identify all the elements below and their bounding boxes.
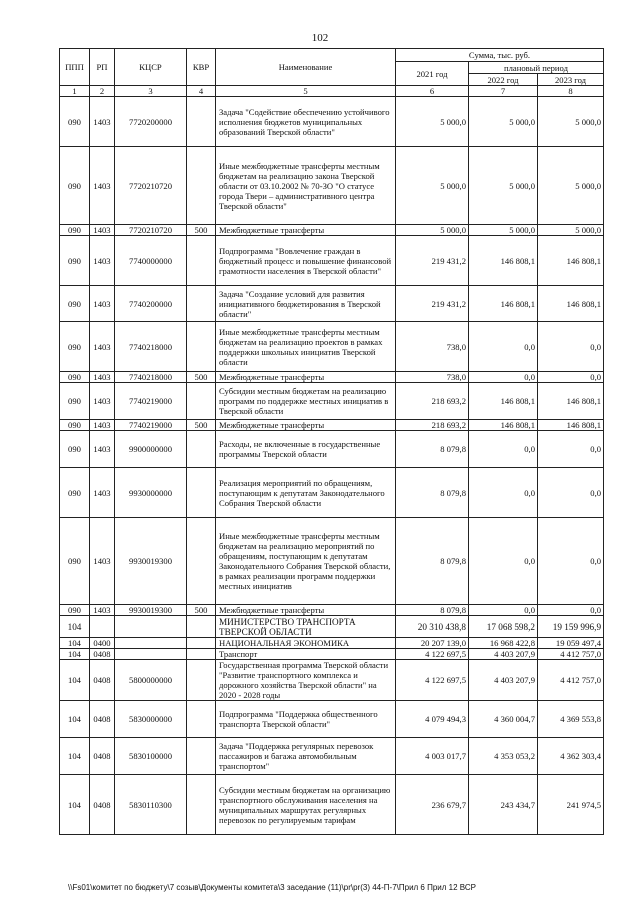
header-kvr: КВР xyxy=(187,49,216,86)
cell-2021: 8 079,8 xyxy=(396,468,469,518)
cell-kcsr: 7740218000 xyxy=(115,372,187,383)
cell-kcsr: 7740200000 xyxy=(115,286,187,322)
table-row xyxy=(60,383,604,420)
cell-ppp: 090 xyxy=(60,97,90,147)
cell-2023: 146 808,1 xyxy=(538,286,604,322)
cell-2021: 5 000,0 xyxy=(396,97,469,147)
cell-rp: 1403 xyxy=(90,518,115,605)
table-row xyxy=(60,431,604,468)
cell-kvr: 500 xyxy=(187,420,216,431)
cell-kcsr: 5830100000 xyxy=(115,738,187,775)
cell-rp: 0400 xyxy=(90,638,115,649)
cell-kvr: 500 xyxy=(187,225,216,236)
table-row xyxy=(60,236,604,286)
cell-kcsr: 9930019300 xyxy=(115,605,187,616)
cell-kvr xyxy=(187,236,216,286)
cell-2021: 218 693,2 xyxy=(396,383,469,420)
cell-kvr xyxy=(187,649,216,660)
table-row xyxy=(60,616,604,638)
cell-2021: 5 000,0 xyxy=(396,147,469,225)
cell-kvr xyxy=(187,660,216,701)
column-number: 2 xyxy=(90,86,115,97)
cell-rp: 1403 xyxy=(90,147,115,225)
cell-name: Государственная программа Тверской области "Развитие транспортного комплекса и дорожного хозяйства Тверской области" на 2020 - 2028 годы xyxy=(216,660,396,701)
cell-ppp: 104 xyxy=(60,638,90,649)
cell-kvr xyxy=(187,518,216,605)
cell-2021: 8 079,8 xyxy=(396,518,469,605)
cell-ppp: 090 xyxy=(60,147,90,225)
header-rp: РП xyxy=(90,49,115,86)
cell-2023: 4 412 757,0 xyxy=(538,649,604,660)
cell-rp: 0408 xyxy=(90,738,115,775)
cell-kcsr: 7720200000 xyxy=(115,97,187,147)
cell-ppp: 090 xyxy=(60,372,90,383)
table-row xyxy=(60,518,604,605)
cell-2023: 5 000,0 xyxy=(538,97,604,147)
cell-kvr: 500 xyxy=(187,605,216,616)
cell-2023: 0,0 xyxy=(538,605,604,616)
cell-name: Межбюджетные трансферты xyxy=(216,372,396,383)
cell-kvr xyxy=(187,383,216,420)
table-row xyxy=(60,225,604,236)
cell-2022: 5 000,0 xyxy=(469,225,538,236)
table-row xyxy=(60,286,604,322)
footer-file-path: \\Fs01\комитет по бюджету\7 созыв\Документы комитета\3 заседание (11)\pr\pr(3) 44-П-7\Прил 6 Прил 12 ВСР xyxy=(68,883,476,892)
cell-2022: 4 403 207,9 xyxy=(469,660,538,701)
cell-2023: 5 000,0 xyxy=(538,147,604,225)
cell-name: НАЦИОНАЛЬНАЯ ЭКОНОМИКА xyxy=(216,638,396,649)
cell-2021: 8 079,8 xyxy=(396,431,469,468)
cell-2021: 4 079 494,3 xyxy=(396,701,469,738)
cell-kvr xyxy=(187,738,216,775)
cell-kvr: 500 xyxy=(187,372,216,383)
cell-2023: 146 808,1 xyxy=(538,383,604,420)
table-row xyxy=(60,738,604,775)
column-number-row xyxy=(60,86,604,97)
header-name: Наименование xyxy=(216,49,396,86)
cell-ppp: 104 xyxy=(60,649,90,660)
cell-kcsr: 7720210720 xyxy=(115,225,187,236)
cell-2022: 146 808,1 xyxy=(469,420,538,431)
column-number: 4 xyxy=(187,86,216,97)
cell-name: Межбюджетные трансферты xyxy=(216,420,396,431)
header-2022: 2022 год xyxy=(469,74,538,86)
cell-kvr xyxy=(187,775,216,835)
column-number: 5 xyxy=(216,86,396,97)
cell-kcsr: 7720210720 xyxy=(115,147,187,225)
cell-name: Задача "Создание условий для развития инициативного бюджетирования в Тверской области" xyxy=(216,286,396,322)
cell-kcsr: 5830000000 xyxy=(115,701,187,738)
cell-2021: 5 000,0 xyxy=(396,225,469,236)
cell-rp: 1403 xyxy=(90,97,115,147)
header-kcsr: КЦСР xyxy=(115,49,187,86)
cell-2021: 218 693,2 xyxy=(396,420,469,431)
table-row xyxy=(60,660,604,701)
table-row xyxy=(60,147,604,225)
cell-ppp: 090 xyxy=(60,225,90,236)
cell-ppp: 104 xyxy=(60,660,90,701)
cell-name: Задача "Содействие обеспечению устойчивого исполнения бюджетов муниципальных образований Тверской области" xyxy=(216,97,396,147)
cell-ppp: 090 xyxy=(60,468,90,518)
cell-2022: 0,0 xyxy=(469,372,538,383)
cell-rp: 0408 xyxy=(90,701,115,738)
cell-rp: 1403 xyxy=(90,322,115,372)
cell-rp: 1403 xyxy=(90,372,115,383)
column-number: 6 xyxy=(396,86,469,97)
cell-2022: 4 403 207,9 xyxy=(469,649,538,660)
cell-kvr xyxy=(187,431,216,468)
header-sum: Сумма, тыс. руб. xyxy=(396,49,604,62)
cell-name: Транспорт xyxy=(216,649,396,660)
cell-ppp: 090 xyxy=(60,383,90,420)
cell-name: Подпрограмма "Вовлечение граждан в бюджетный процесс и повышение финансовой грамотности населения в Тверской области" xyxy=(216,236,396,286)
cell-ppp: 104 xyxy=(60,775,90,835)
cell-name: МИНИСТЕРСТВО ТРАНСПОРТА ТВЕРСКОЙ ОБЛАСТИ xyxy=(216,616,396,638)
column-number: 1 xyxy=(60,86,90,97)
cell-2023: 4 362 303,4 xyxy=(538,738,604,775)
cell-2022: 5 000,0 xyxy=(469,97,538,147)
cell-2021: 4 122 697,5 xyxy=(396,660,469,701)
cell-2022: 243 434,7 xyxy=(469,775,538,835)
header-2023: 2023 год xyxy=(538,74,604,86)
cell-2023: 146 808,1 xyxy=(538,420,604,431)
cell-2021: 8 079,8 xyxy=(396,605,469,616)
cell-kcsr: 7740218000 xyxy=(115,322,187,372)
header-2021: 2021 год xyxy=(396,62,469,86)
cell-ppp: 104 xyxy=(60,616,90,638)
cell-kcsr: 9930000000 xyxy=(115,468,187,518)
cell-2022: 0,0 xyxy=(469,468,538,518)
cell-rp: 0408 xyxy=(90,775,115,835)
cell-2023: 4 369 553,8 xyxy=(538,701,604,738)
cell-rp: 1403 xyxy=(90,286,115,322)
cell-2023: 0,0 xyxy=(538,518,604,605)
table-row xyxy=(60,649,604,660)
cell-2021: 738,0 xyxy=(396,372,469,383)
cell-name: Иные межбюджетные трансферты местным бюджетам на реализацию мероприятий по обращениям, поступающим к депутатам Законодательного Собрания Тверской области, в рамках реализации программ поддержки местных инициатив xyxy=(216,518,396,605)
cell-rp: 1403 xyxy=(90,383,115,420)
cell-name: Расходы, не включенные в государственные программы Тверской области xyxy=(216,431,396,468)
cell-2022: 16 968 422,8 xyxy=(469,638,538,649)
cell-rp: 1403 xyxy=(90,468,115,518)
cell-kvr xyxy=(187,322,216,372)
table-row xyxy=(60,701,604,738)
cell-2022: 0,0 xyxy=(469,605,538,616)
cell-ppp: 090 xyxy=(60,518,90,605)
cell-2023: 19 159 996,9 xyxy=(538,616,604,638)
column-number: 3 xyxy=(115,86,187,97)
cell-2023: 4 412 757,0 xyxy=(538,660,604,701)
cell-kcsr: 9930019300 xyxy=(115,518,187,605)
cell-ppp: 090 xyxy=(60,605,90,616)
column-number: 7 xyxy=(469,86,538,97)
table-row xyxy=(60,605,604,616)
cell-2021: 738,0 xyxy=(396,322,469,372)
cell-2022: 4 360 004,7 xyxy=(469,701,538,738)
cell-kvr xyxy=(187,638,216,649)
cell-kcsr: 5800000000 xyxy=(115,660,187,701)
cell-2023: 0,0 xyxy=(538,322,604,372)
cell-kcsr: 7740219000 xyxy=(115,383,187,420)
cell-ppp: 104 xyxy=(60,701,90,738)
cell-2022: 146 808,1 xyxy=(469,286,538,322)
cell-rp: 1403 xyxy=(90,236,115,286)
cell-rp: 1403 xyxy=(90,431,115,468)
cell-2021: 219 431,2 xyxy=(396,236,469,286)
cell-rp xyxy=(90,616,115,638)
cell-2021: 4 122 697,5 xyxy=(396,649,469,660)
cell-kvr xyxy=(187,97,216,147)
cell-kcsr xyxy=(115,638,187,649)
column-number: 8 xyxy=(538,86,604,97)
cell-kvr xyxy=(187,616,216,638)
cell-name: Иные межбюджетные трансферты местным бюджетам на реализацию закона Тверской области от 03.10.2002 № 70-ЗО "О статусе города Твери – административного центра Тверской области" xyxy=(216,147,396,225)
cell-2022: 0,0 xyxy=(469,322,538,372)
table-row xyxy=(60,638,604,649)
cell-kcsr: 5830110300 xyxy=(115,775,187,835)
cell-ppp: 090 xyxy=(60,420,90,431)
header-ppp: ППП xyxy=(60,49,90,86)
budget-table xyxy=(59,48,604,835)
cell-kvr xyxy=(187,147,216,225)
cell-name: Подпрограмма "Поддержка общественного транспорта Тверской области" xyxy=(216,701,396,738)
cell-kvr xyxy=(187,286,216,322)
cell-kvr xyxy=(187,468,216,518)
cell-ppp: 090 xyxy=(60,322,90,372)
cell-2023: 5 000,0 xyxy=(538,225,604,236)
table-row xyxy=(60,420,604,431)
cell-rp: 1403 xyxy=(90,225,115,236)
table-row xyxy=(60,97,604,147)
cell-name: Субсидии местным бюджетам на организацию транспортного обслуживания населения на муниципальных маршрутах регулярных перевозок по регулируемым тарифам xyxy=(216,775,396,835)
cell-2021: 20 207 139,0 xyxy=(396,638,469,649)
cell-2022: 4 353 053,2 xyxy=(469,738,538,775)
cell-2021: 20 310 438,8 xyxy=(396,616,469,638)
cell-name: Субсидии местным бюджетам на реализацию программ по поддержке местных инициатив в Тверской области xyxy=(216,383,396,420)
cell-ppp: 090 xyxy=(60,431,90,468)
cell-name: Иные межбюджетные трансферты местным бюджетам на реализацию проектов в рамках поддержки школьных инициатив Тверской области xyxy=(216,322,396,372)
cell-rp: 1403 xyxy=(90,605,115,616)
cell-name: Реализация мероприятий по обращениям, поступающим к депутатам Законодательного Собрания Тверской области xyxy=(216,468,396,518)
cell-kcsr xyxy=(115,616,187,638)
cell-2021: 4 003 017,7 xyxy=(396,738,469,775)
cell-2023: 19 059 497,4 xyxy=(538,638,604,649)
cell-2022: 146 808,1 xyxy=(469,383,538,420)
cell-kvr xyxy=(187,701,216,738)
cell-kcsr xyxy=(115,649,187,660)
cell-rp: 1403 xyxy=(90,420,115,431)
cell-2023: 0,0 xyxy=(538,431,604,468)
cell-kcsr: 7740000000 xyxy=(115,236,187,286)
cell-ppp: 090 xyxy=(60,236,90,286)
cell-rp: 0408 xyxy=(90,660,115,701)
cell-2022: 0,0 xyxy=(469,431,538,468)
cell-2023: 0,0 xyxy=(538,372,604,383)
cell-2023: 146 808,1 xyxy=(538,236,604,286)
cell-2023: 0,0 xyxy=(538,468,604,518)
header-planned-period: плановый период xyxy=(469,62,604,74)
table-row xyxy=(60,775,604,835)
cell-name: Межбюджетные трансферты xyxy=(216,605,396,616)
cell-ppp: 104 xyxy=(60,738,90,775)
cell-2022: 17 068 598,2 xyxy=(469,616,538,638)
cell-2022: 146 808,1 xyxy=(469,236,538,286)
table-row xyxy=(60,468,604,518)
table-row xyxy=(60,372,604,383)
cell-2023: 241 974,5 xyxy=(538,775,604,835)
cell-rp: 0408 xyxy=(90,649,115,660)
cell-2022: 5 000,0 xyxy=(469,147,538,225)
table-row xyxy=(60,322,604,372)
cell-name: Межбюджетные трансферты xyxy=(216,225,396,236)
page-number: 102 xyxy=(311,32,329,44)
cell-kcsr: 9900000000 xyxy=(115,431,187,468)
cell-kcsr: 7740219000 xyxy=(115,420,187,431)
cell-2021: 219 431,2 xyxy=(396,286,469,322)
cell-2021: 236 679,7 xyxy=(396,775,469,835)
cell-2022: 0,0 xyxy=(469,518,538,605)
cell-name: Задача "Поддержка регулярных перевозок пассажиров и багажа автомобильным транспортом" xyxy=(216,738,396,775)
cell-ppp: 090 xyxy=(60,286,90,322)
